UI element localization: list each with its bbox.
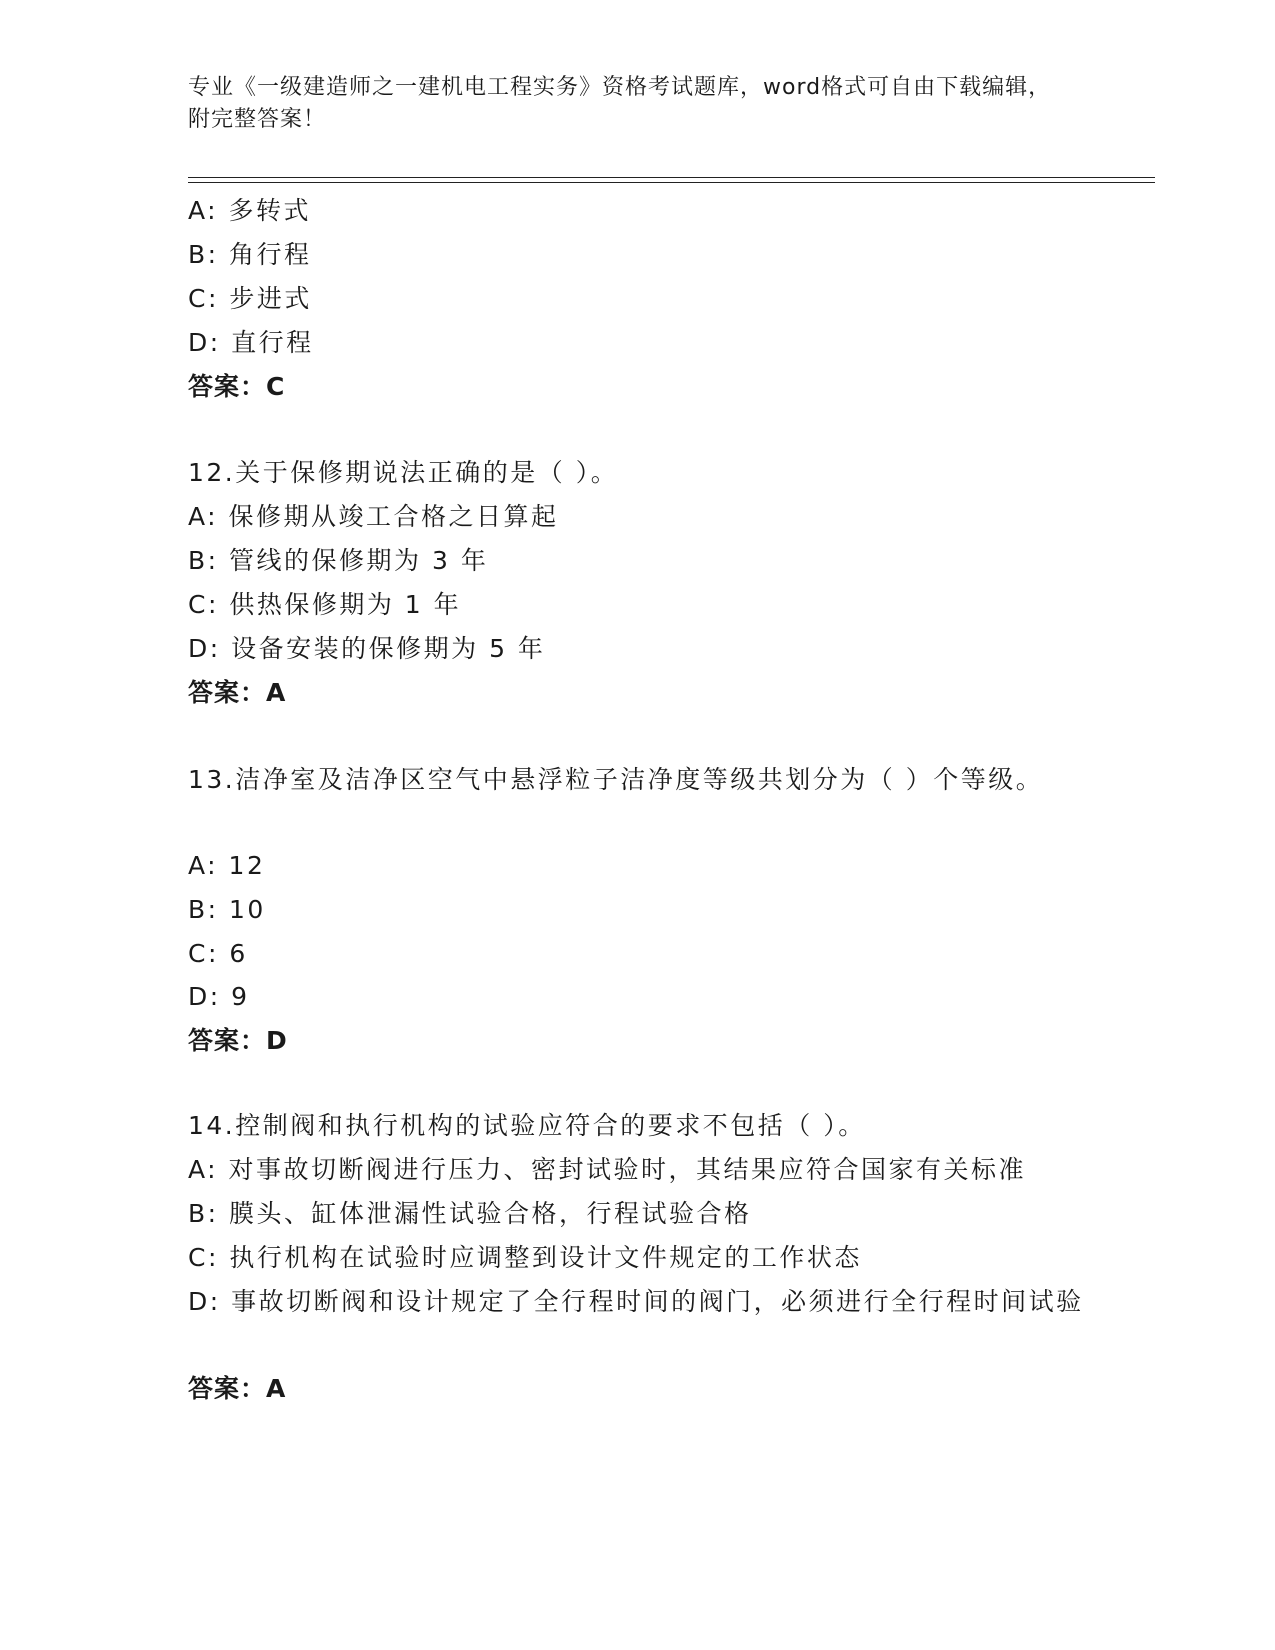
document-header: 专业《一级建造师之一建机电工程实务》资格考试题库，word格式可自由下载编辑，附完整答案！ [188, 75, 1052, 132]
q13-option-c: C: 6 [188, 939, 248, 968]
q14-option-b: B: 膜头、缸体泄漏性试验合格，行程试验合格 [188, 1199, 752, 1228]
q14-option-a: A: 对事故切断阀进行压力、密封试验时，其结果应符合国家有关标准 [188, 1155, 1027, 1184]
q12-option-a: A: 保修期从竣工合格之日算起 [188, 502, 559, 531]
q14-question: 14.控制阀和执行机构的试验应符合的要求不包括（ ）。 [188, 1111, 866, 1140]
q14-option-d: D: 事故切断阀和设计规定了全行程时间的阀门，必须进行全行程时间试验 [188, 1287, 1084, 1316]
header-divider-bottom [188, 182, 1155, 183]
q12-option-c: C: 供热保修期为 1 年 [188, 590, 462, 619]
q11-answer: 答案：C [188, 372, 286, 401]
header-divider-top [188, 177, 1155, 178]
q12-question: 12.关于保修期说法正确的是（ ）。 [188, 458, 619, 487]
q14-answer: 答案：A [188, 1374, 287, 1403]
q11-option-b: B: 角行程 [188, 240, 312, 269]
q12-option-d: D: 设备安装的保修期为 5 年 [188, 634, 546, 663]
q12-answer: 答案：A [188, 678, 287, 707]
q14-option-c: C: 执行机构在试验时应调整到设计文件规定的工作状态 [188, 1243, 862, 1272]
q13-option-a: A: 12 [188, 851, 266, 880]
q12-option-b: B: 管线的保修期为 3 年 [188, 546, 489, 575]
q13-question: 13.洁净室及洁净区空气中悬浮粒子洁净度等级共划分为（ ）个等级。 [188, 765, 1044, 794]
q13-option-b: B: 10 [188, 895, 266, 924]
q11-option-d: D: 直行程 [188, 328, 314, 357]
q11-option-c: C: 步进式 [188, 284, 312, 313]
q11-option-a: A: 多转式 [188, 196, 312, 225]
q13-option-d: D: 9 [188, 982, 250, 1011]
q13-answer: 答案：D [188, 1026, 288, 1055]
